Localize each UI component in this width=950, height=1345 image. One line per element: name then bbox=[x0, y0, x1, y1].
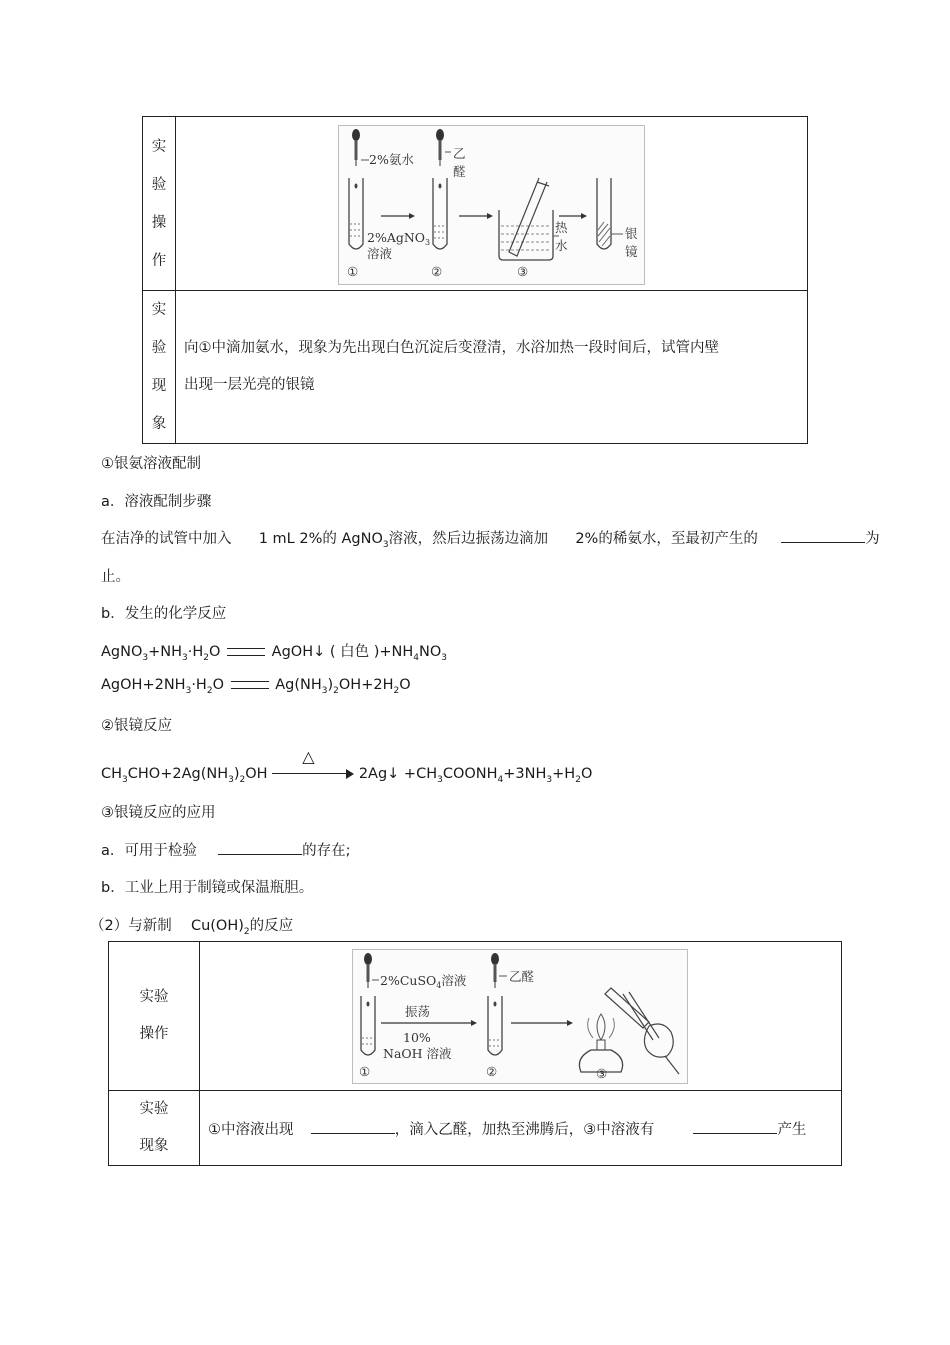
section1-a-cont: 止。 bbox=[101, 569, 130, 585]
silver-mirror-label-2: 镜 bbox=[625, 244, 638, 259]
dropper-icon bbox=[491, 953, 499, 988]
phen2-part-2: ，滴入乙醛，加热至沸腾后，③中溶液有 bbox=[394, 1121, 655, 1138]
op-label-line-2: 操作 bbox=[139, 1026, 169, 1042]
reagent-acetaldehyde-label-1: 乙 bbox=[453, 146, 466, 161]
op-label-line-1: 实验 bbox=[139, 989, 169, 1005]
step-1-label: ① bbox=[347, 264, 359, 279]
phen-label-3: 现 bbox=[151, 378, 167, 394]
reaction-arrow-icon bbox=[272, 747, 354, 779]
hot-water-label-2: 水 bbox=[555, 238, 568, 253]
section1-a-title: a．溶液配制步骤 bbox=[101, 494, 212, 510]
op-label-4: 作 bbox=[151, 252, 167, 269]
phen-label-2: 验 bbox=[151, 340, 167, 356]
step-2-label: ② bbox=[486, 1064, 498, 1079]
dropper-icon bbox=[436, 129, 444, 166]
phen-text-cell bbox=[176, 291, 808, 444]
naoh-label: NaOH 溶液 bbox=[383, 1046, 452, 1061]
reagent-acetaldehyde-label-2: 醛 bbox=[453, 164, 466, 179]
section1-a-text bbox=[101, 527, 880, 550]
silver-mirror-apparatus-drawing bbox=[339, 126, 644, 284]
shake-label: 振荡 bbox=[405, 1004, 431, 1019]
a-text-part-1: 在洁净的试管中加入 bbox=[101, 531, 232, 547]
phen-label-1: 实 bbox=[151, 302, 167, 318]
arrow-icon bbox=[511, 1020, 573, 1026]
hand-icon bbox=[644, 1024, 679, 1074]
test-tube-icon bbox=[361, 996, 375, 1055]
dropper-icon bbox=[352, 129, 360, 166]
reagent-cuso4-label: 2%CuSO$_4$溶液 bbox=[380, 973, 467, 990]
phen-label-cell bbox=[143, 291, 176, 444]
equation-3: $CH_3CHO+2Ag(NH_3)_2OH$ △ 2Ag↓ $+CH_3COONH_4+3NH_3+H_2O$ bbox=[101, 747, 593, 785]
phen-label-cell-2 bbox=[109, 1091, 200, 1166]
hot-water-label-1: 热 bbox=[555, 220, 568, 235]
equals-sign-icon bbox=[231, 681, 269, 689]
silver-mirror-label-1: 银 bbox=[625, 226, 638, 241]
answer-blank-1[interactable] bbox=[781, 528, 865, 543]
a-text-part-6: 为 bbox=[865, 531, 880, 547]
op-label-2: 验 bbox=[151, 176, 167, 193]
step-3-label: ③ bbox=[517, 264, 529, 279]
copper-hydroxide-apparatus-drawing bbox=[353, 950, 687, 1083]
copper-hydroxide-apparatus-figure bbox=[352, 949, 688, 1084]
a-text-part-4: 溶液，然后边振荡边滴加 bbox=[388, 531, 549, 547]
arrow-icon bbox=[459, 213, 493, 219]
step-1-label: ① bbox=[359, 1064, 371, 1079]
phen-label-line-1: 实验 bbox=[139, 1101, 169, 1117]
dropper-icon bbox=[364, 953, 372, 988]
op-label-cell-2 bbox=[109, 942, 200, 1091]
test-tube-icon bbox=[433, 178, 447, 249]
alcohol-lamp-icon bbox=[579, 1014, 622, 1072]
naoh-percent-label: 10% bbox=[403, 1030, 431, 1045]
test-tube-icon bbox=[349, 178, 363, 249]
section1-b-title: b．发生的化学反应 bbox=[101, 606, 227, 622]
section1-heading: ①银氨溶液配制 bbox=[101, 456, 201, 472]
answer-blank-3[interactable] bbox=[311, 1119, 395, 1134]
section4-heading: （2）与新制 $Cu(OH)_2$的反应 bbox=[90, 918, 294, 937]
equation-1: $AgNO_3+NH_3\cdot H_2O$ AgOH↓ ( 白色 )$+NH_4NO_3$ bbox=[101, 644, 448, 663]
phen-line-2: 出现一层光亮的银镜 bbox=[184, 377, 315, 393]
phen-text-cell-2 bbox=[200, 1091, 842, 1166]
test-tube-icon bbox=[488, 996, 502, 1055]
heating-condition: △ bbox=[302, 747, 315, 766]
a-text-part-3: AgNO$_3$ bbox=[341, 531, 389, 550]
reagent-ammonia-label: 2%氨水 bbox=[369, 152, 414, 167]
section3-a: a．可用于检验 的存在; bbox=[101, 839, 351, 860]
section2-heading: ②银镜反应 bbox=[101, 718, 172, 734]
op-label-1: 实 bbox=[151, 138, 167, 155]
reagent-acetaldehyde-label: 乙醛 bbox=[509, 969, 535, 984]
phen-label-4: 象 bbox=[151, 416, 167, 432]
arrow-icon bbox=[559, 213, 587, 219]
solution-label-1: 2%AgNO$_3$ bbox=[367, 230, 431, 247]
step-3-label: ③ bbox=[596, 1066, 608, 1081]
phen-line-1: 向①中滴加氨水，现象为先出现白色沉淀后变澄清，水浴加热一段时间后，试管内壁 bbox=[184, 340, 719, 356]
solution-label-2: 溶液 bbox=[367, 246, 393, 261]
silver-mirror-tube-icon bbox=[597, 178, 611, 249]
equation-2: $AgOH+2NH_3\cdot H_2O$ $Ag(NH_3)_2OH+2H_2O$ bbox=[101, 677, 411, 696]
equals-sign-icon bbox=[227, 648, 265, 656]
op-label-3: 操 bbox=[151, 214, 167, 231]
answer-blank-2[interactable] bbox=[218, 840, 302, 855]
section3-b: b．工业上用于制镜或保温瓶胆。 bbox=[101, 880, 314, 896]
phen-label-line-2: 现象 bbox=[139, 1138, 169, 1154]
phen2-part-3: 产生 bbox=[777, 1121, 807, 1138]
arrow-icon bbox=[381, 213, 415, 219]
phen2-part-1: ①中溶液出现 bbox=[208, 1121, 294, 1138]
step-2-label: ② bbox=[431, 264, 443, 279]
a-text-part-2: 1 mL 2%的 bbox=[258, 531, 337, 547]
section3-heading: ③银镜反应的应用 bbox=[101, 805, 216, 821]
answer-blank-4[interactable] bbox=[693, 1119, 777, 1134]
arrow-icon bbox=[381, 1020, 477, 1026]
op-label-cell bbox=[143, 117, 176, 291]
beaker-icon bbox=[499, 178, 553, 260]
a-text-part-5: 2%的稀氨水，至最初产生的 bbox=[575, 531, 758, 547]
silver-mirror-apparatus-figure bbox=[338, 125, 645, 285]
